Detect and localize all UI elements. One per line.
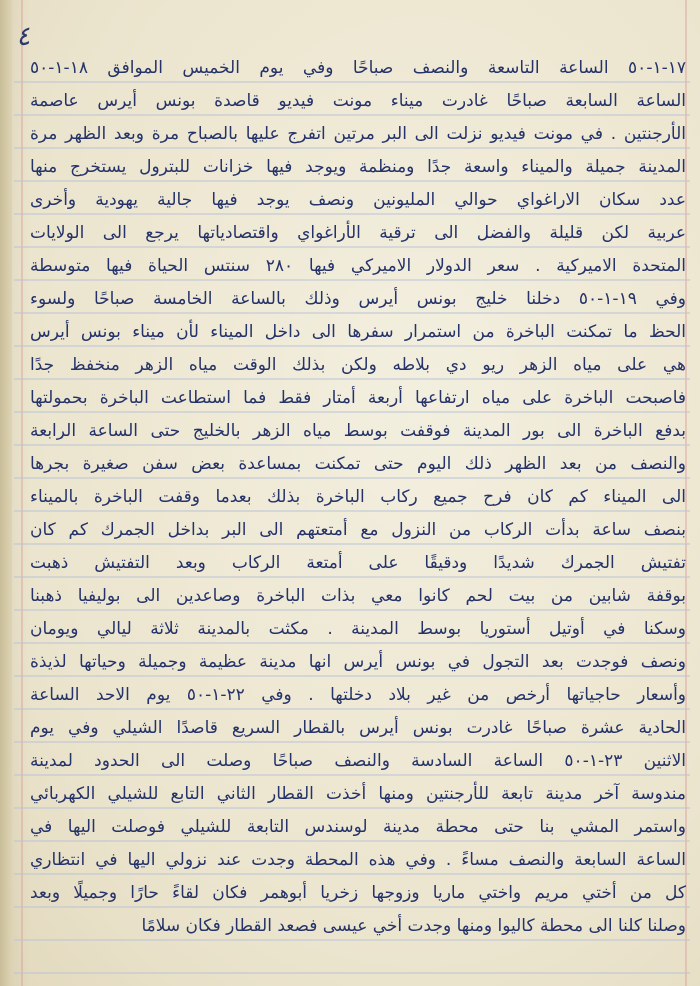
text-line: واستمر المشي بنا حتى محطة مدينة لوسندس التابعة للشيلي فوصلت اليها في: [30, 817, 686, 837]
page-number: ٤: [14, 21, 32, 53]
text-line: وفي ١٩-١-٥٠ دخلنا خليج بونس أيرس وذلك بالساعة الخامسة صباحًا ولسوء: [30, 289, 686, 309]
text-line: ١٧-١-٥٠ الساعة التاسعة والنصف صباحًا وفي يوم الخميس الموافق ١٨-١-٥٠: [30, 58, 686, 78]
text-line: بدفع الباخرة الى بور المدينة فوقفت بوسط مياه الزهر بالخليج حتى الساعة الرابعة: [30, 421, 686, 441]
text-line: الحظ ما تمكنت الباخرة من استمرار سفرها الى داخل الميناء لأن ميناء بونس أيرس: [30, 322, 686, 342]
text-line: بنصف ساعة بدأت الركاب من النزول مع أمتعتهم الى البر بداخل الجمرك كم كان: [30, 520, 686, 540]
text-line: الأرجنتين . في مونت فيديو نزلت الى البر مرتين اتفرج عليها بالصباح مرة وبعد الظهر مرة: [30, 124, 686, 144]
text-line: الحادية عشرة صباحًا غادرت بونس أيرس بالقطار السريع قاصدًا الشيلي وفي يوم: [30, 718, 686, 738]
text-line: ونصف فوجدت بعد التجول في بونس أيرس انها مدينة عظيمة وجميلة وحياتها لذيذة: [30, 652, 686, 672]
text-line: والنصف من بعد الظهر ذلك اليوم حتى تمكنت بمساعدة بعض سفن صغيرة بجرها: [30, 454, 686, 474]
text-line: المتحدة الاميركية . سعر الدولار الاميركي فيها ٢٨٠ سنتس الحياة فيها متوسطة: [30, 256, 686, 276]
text-line: عربية لكن قليلة والفضل الى ترقية الأراغواي واقتصادياتها يرجع الى الولايات: [30, 223, 686, 243]
handwritten-text: [30, 52, 686, 943]
text-line: تفتيش الجمرك شديدًا ودقيقًا على أمتعة الركاب وبعد التفتيش ذهبت: [30, 553, 686, 573]
text-line: الاثنين ٢٣-١-٥٠ الساعة السادسة والنصف صباحًا وصلت الى الحدود لمدينة: [30, 751, 686, 771]
text-line: الى الميناء كم كان فرح جميع ركاب الباخرة بذلك بعدما وقفت الباخرة بالميناء: [30, 487, 686, 507]
text-line: مندوسة آخر مدينة تابعة للأرجنتين ومنها أخذت القطار الثاني التابع للشيلي الكهربائي: [30, 784, 686, 804]
text-line: الساعة السابعة والنصف مساءً . وفي هذه المحطة وجدت عند نزولي اليها في انتظاري: [30, 850, 686, 870]
text-line: وسكنا في أوتيل أستوريا بوسط المدينة . مكثت بالمدينة ثلاثة ليالي ويومان: [30, 619, 686, 639]
text-line: الساعة السابعة صباحًا غادرت ميناء مونت فيديو قاصدة بونس أيرس عاصمة: [30, 91, 686, 111]
text-line: كل من أختي مريم واختي ماريا وزوجها زخريا أبوهمر فكان لقاءً حارًا وجميلًا وبعد: [30, 883, 686, 903]
text-line: فاصبحت الباخرة على مياه ارتفاعها أربعة أمتار فقط فما استطاعت الباخرة بحمولتها: [30, 388, 686, 408]
text-line: عدد سكان الاراغواي حوالي المليونين ونصف يوجد فيها جالية يهودية وأخرى: [30, 190, 686, 210]
text-line: المدينة جميلة والميناء واسعة جدًا ومنظمة ويوجد فيها خزانات للبترول يستخرج منها: [30, 157, 686, 177]
text-line: هي على مياه الزهر ريو دي بلاطه ولكن بذلك الوقت مياه الزهر منخفظ جدًا: [30, 355, 686, 375]
text-line: وصلنا كلنا الى محطة كاليوا ومنها وجدت أخي عيسى فصعد القطار فكان سلامًا: [141, 916, 686, 936]
text-line: وأسعار حاجياتها أرخص من غير بلاد دخلتها . وفي ٢٢-١-٥٠ يوم الاحد الساعة: [30, 685, 686, 705]
text-line: بوقفة شابين من بيت لحم كانوا معي بذات الباخرة وصاعدين الى بوليفيا ذهبنا: [30, 586, 686, 606]
